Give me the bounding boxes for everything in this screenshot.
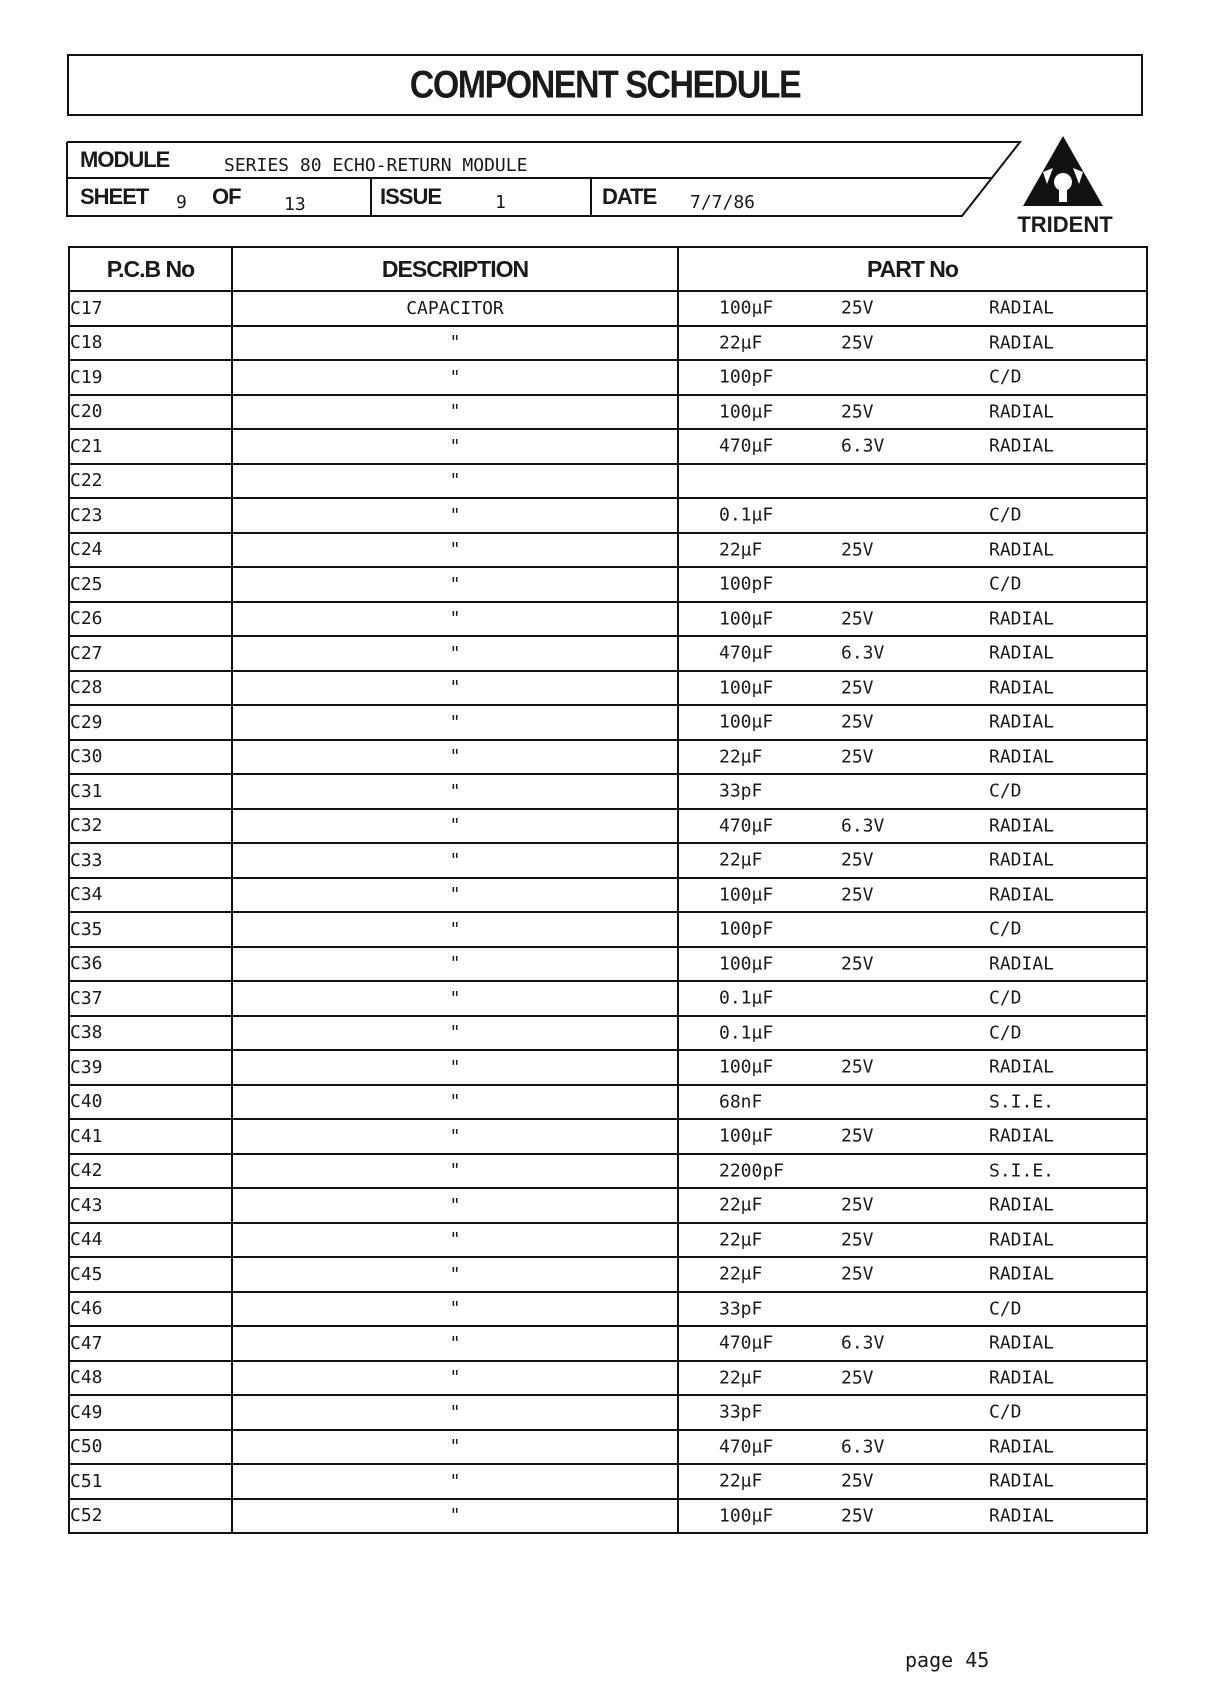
part-voltage: 25V — [841, 1470, 874, 1492]
table-row — [69, 1016, 1147, 1051]
pcb-cell: C48 — [69, 1361, 232, 1396]
description-cell: " — [232, 567, 678, 602]
part-cell — [678, 843, 1147, 878]
part-value: 33pF — [719, 1298, 763, 1320]
table-row — [69, 809, 1147, 844]
part-value: 33pF — [719, 1401, 763, 1423]
header-frame — [66, 140, 1026, 220]
table-header-row — [69, 247, 1147, 291]
table-row — [69, 498, 1147, 533]
part-voltage: 25V — [841, 746, 874, 768]
table-row — [69, 740, 1147, 775]
pcb-cell: C26 — [69, 602, 232, 637]
part-voltage: 25V — [841, 711, 874, 733]
part-value: 22µF — [719, 1470, 763, 1492]
part-type: RADIAL — [989, 849, 1055, 871]
part-value: 100pF — [719, 366, 774, 388]
part-value: 22µF — [719, 1229, 763, 1251]
part-type: RADIAL — [989, 815, 1055, 837]
table-row — [69, 464, 1147, 499]
description-cell: " — [232, 740, 678, 775]
part-value: 22µF — [719, 1194, 763, 1216]
table-row — [69, 1154, 1147, 1189]
part-cell — [678, 1050, 1147, 1085]
page-title: COMPONENT SCHEDULE — [409, 62, 801, 107]
part-type: RADIAL — [989, 1470, 1055, 1492]
pcb-cell: C34 — [69, 878, 232, 913]
table-row — [69, 567, 1147, 602]
pcb-cell: C45 — [69, 1257, 232, 1292]
part-voltage: 25V — [841, 1125, 874, 1147]
part-value: 2200pF — [719, 1160, 785, 1182]
part-cell — [678, 1016, 1147, 1051]
description-cell: " — [232, 1464, 678, 1499]
part-value: 22µF — [719, 849, 763, 871]
description-cell: " — [232, 1119, 678, 1154]
part-cell — [678, 326, 1147, 361]
part-value: 100µF — [719, 401, 774, 423]
description-cell: " — [232, 1499, 678, 1534]
pcb-cell: C32 — [69, 809, 232, 844]
part-cell — [678, 1464, 1147, 1499]
part-type: RADIAL — [989, 332, 1055, 354]
part-type: RADIAL — [989, 1125, 1055, 1147]
part-cell — [678, 602, 1147, 637]
description-cell: " — [232, 912, 678, 947]
part-cell — [678, 1223, 1147, 1258]
description-cell: " — [232, 429, 678, 464]
part-cell — [678, 395, 1147, 430]
part-cell — [678, 360, 1147, 395]
part-cell — [678, 1499, 1147, 1534]
component-table — [68, 246, 1148, 1534]
description-cell: " — [232, 1016, 678, 1051]
column-header-pcb: P.C.B No — [69, 247, 232, 291]
part-cell — [678, 740, 1147, 775]
pcb-cell: C39 — [69, 1050, 232, 1085]
table-row — [69, 1464, 1147, 1499]
part-type: RADIAL — [989, 608, 1055, 630]
logo-text: TRIDENT — [1017, 212, 1113, 237]
pcb-cell: C29 — [69, 705, 232, 740]
table-row — [69, 1188, 1147, 1223]
table-row — [69, 1085, 1147, 1120]
description-cell: " — [232, 809, 678, 844]
part-type: RADIAL — [989, 539, 1055, 561]
part-value: 100µF — [719, 884, 774, 906]
part-type: RADIAL — [989, 435, 1055, 457]
pcb-cell: C18 — [69, 326, 232, 361]
part-voltage: 6.3V — [841, 642, 885, 664]
table-row — [69, 1257, 1147, 1292]
part-cell — [678, 1430, 1147, 1465]
description-cell: " — [232, 636, 678, 671]
column-header-description: DESCRIPTION — [232, 247, 678, 291]
pcb-cell: C23 — [69, 498, 232, 533]
pcb-cell: C24 — [69, 533, 232, 568]
part-value: 0.1µF — [719, 504, 774, 526]
part-cell — [678, 291, 1147, 326]
pcb-cell: C31 — [69, 774, 232, 809]
part-type: RADIAL — [989, 1367, 1055, 1389]
part-cell — [678, 1361, 1147, 1396]
part-value: 100µF — [719, 711, 774, 733]
pcb-cell: C44 — [69, 1223, 232, 1258]
description-cell: " — [232, 705, 678, 740]
column-header-part: PART No — [678, 247, 1147, 291]
of-label: OF — [212, 184, 241, 209]
pcb-cell: C40 — [69, 1085, 232, 1120]
pcb-cell: C36 — [69, 947, 232, 982]
description-cell: " — [232, 464, 678, 499]
sheet-label: SHEET — [80, 184, 149, 209]
description-cell: " — [232, 774, 678, 809]
part-cell — [678, 498, 1147, 533]
module-label: MODULE — [80, 147, 170, 172]
table-row — [69, 981, 1147, 1016]
description-cell: " — [232, 878, 678, 913]
part-value: 22µF — [719, 539, 763, 561]
table-row — [69, 1326, 1147, 1361]
description-cell: " — [232, 1361, 678, 1396]
part-type: RADIAL — [989, 746, 1055, 768]
table-row — [69, 429, 1147, 464]
part-cell — [678, 1326, 1147, 1361]
table-row — [69, 1430, 1147, 1465]
pcb-cell: C27 — [69, 636, 232, 671]
pcb-cell: C21 — [69, 429, 232, 464]
part-cell — [678, 1085, 1147, 1120]
pcb-cell: C51 — [69, 1464, 232, 1499]
pcb-cell: C33 — [69, 843, 232, 878]
part-type: RADIAL — [989, 297, 1055, 319]
part-voltage: 25V — [841, 1367, 874, 1389]
part-value: 0.1µF — [719, 987, 774, 1009]
pcb-cell: C20 — [69, 395, 232, 430]
description-cell: " — [232, 1430, 678, 1465]
part-cell — [678, 1188, 1147, 1223]
part-value: 22µF — [719, 746, 763, 768]
part-voltage: 25V — [841, 297, 874, 319]
description-cell: " — [232, 1085, 678, 1120]
part-value: 100µF — [719, 953, 774, 975]
part-voltage: 6.3V — [841, 815, 885, 837]
part-type: RADIAL — [989, 953, 1055, 975]
part-type: RADIAL — [989, 401, 1055, 423]
part-type: RADIAL — [989, 1194, 1055, 1216]
title-box — [67, 54, 1143, 116]
part-voltage: 25V — [841, 1229, 874, 1251]
pcb-cell: C43 — [69, 1188, 232, 1223]
description-cell: " — [232, 1050, 678, 1085]
part-cell — [678, 1154, 1147, 1189]
part-value: 100µF — [719, 1505, 774, 1527]
description-cell: " — [232, 1326, 678, 1361]
part-type: RADIAL — [989, 642, 1055, 664]
part-voltage: 6.3V — [841, 1332, 885, 1354]
table-row — [69, 705, 1147, 740]
pcb-cell: C37 — [69, 981, 232, 1016]
description-cell: " — [232, 602, 678, 637]
part-voltage: 25V — [841, 849, 874, 871]
table-row — [69, 947, 1147, 982]
part-type: RADIAL — [989, 1436, 1055, 1458]
part-voltage: 25V — [841, 1263, 874, 1285]
part-cell — [678, 1257, 1147, 1292]
description-cell: " — [232, 360, 678, 395]
part-voltage: 25V — [841, 1505, 874, 1527]
part-type: C/D — [989, 1022, 1022, 1044]
table-row — [69, 395, 1147, 430]
part-value: 100pF — [719, 573, 774, 595]
part-type: S.I.E. — [989, 1160, 1055, 1182]
part-voltage: 25V — [841, 401, 874, 423]
table-row — [69, 1050, 1147, 1085]
page-number: page 45 — [905, 1648, 990, 1672]
part-cell — [678, 533, 1147, 568]
description-cell: " — [232, 843, 678, 878]
description-cell: " — [232, 1395, 678, 1430]
part-cell — [678, 947, 1147, 982]
table-row — [69, 360, 1147, 395]
part-value: 68nF — [719, 1091, 763, 1113]
part-cell — [678, 567, 1147, 602]
part-type: RADIAL — [989, 884, 1055, 906]
part-value: 470µF — [719, 815, 774, 837]
part-cell — [678, 912, 1147, 947]
part-cell — [678, 671, 1147, 706]
pcb-cell: C41 — [69, 1119, 232, 1154]
part-cell — [678, 878, 1147, 913]
table-body — [69, 291, 1147, 1533]
part-type: C/D — [989, 1298, 1022, 1320]
part-cell — [678, 1395, 1147, 1430]
part-value: 470µF — [719, 642, 774, 664]
table-row — [69, 912, 1147, 947]
part-cell — [678, 429, 1147, 464]
description-cell: " — [232, 671, 678, 706]
description-cell: " — [232, 326, 678, 361]
part-type: C/D — [989, 918, 1022, 940]
issue-label: ISSUE — [380, 184, 442, 209]
part-type: RADIAL — [989, 1056, 1055, 1078]
part-cell — [678, 1119, 1147, 1154]
part-value: 33pF — [719, 780, 763, 802]
part-value: 22µF — [719, 1263, 763, 1285]
pcb-cell: C47 — [69, 1326, 232, 1361]
part-cell — [678, 636, 1147, 671]
part-voltage: 6.3V — [841, 1436, 885, 1458]
part-value: 100µF — [719, 1125, 774, 1147]
part-value: 470µF — [719, 1436, 774, 1458]
table-row — [69, 636, 1147, 671]
part-value: 100µF — [719, 297, 774, 319]
part-voltage: 25V — [841, 332, 874, 354]
table-row — [69, 1395, 1147, 1430]
table-row — [69, 326, 1147, 361]
part-value: 100µF — [719, 608, 774, 630]
part-cell — [678, 774, 1147, 809]
part-voltage: 25V — [841, 608, 874, 630]
pcb-cell: C35 — [69, 912, 232, 947]
part-value: 22µF — [719, 1367, 763, 1389]
table-row — [69, 1223, 1147, 1258]
table-row — [69, 878, 1147, 913]
part-cell — [678, 809, 1147, 844]
part-value: 470µF — [719, 435, 774, 457]
date-label: DATE — [602, 184, 657, 209]
part-voltage: 25V — [841, 884, 874, 906]
table-row — [69, 291, 1147, 326]
description-cell: " — [232, 395, 678, 430]
pcb-cell: C28 — [69, 671, 232, 706]
part-type: C/D — [989, 780, 1022, 802]
description-cell: " — [232, 981, 678, 1016]
description-cell: " — [232, 498, 678, 533]
table-row — [69, 533, 1147, 568]
part-value: 100µF — [719, 1056, 774, 1078]
part-voltage: 25V — [841, 539, 874, 561]
part-type: RADIAL — [989, 711, 1055, 733]
part-type: C/D — [989, 366, 1022, 388]
description-cell: " — [232, 533, 678, 568]
part-value: 470µF — [719, 1332, 774, 1354]
part-type: RADIAL — [989, 1263, 1055, 1285]
part-type: RADIAL — [989, 1229, 1055, 1251]
description-cell: " — [232, 1292, 678, 1327]
part-voltage: 25V — [841, 1194, 874, 1216]
table-row — [69, 602, 1147, 637]
part-type: S.I.E. — [989, 1091, 1055, 1113]
pcb-cell: C52 — [69, 1499, 232, 1534]
pcb-cell: C25 — [69, 567, 232, 602]
part-value: 100µF — [719, 677, 774, 699]
part-cell — [678, 705, 1147, 740]
part-voltage: 25V — [841, 677, 874, 699]
table-row — [69, 1119, 1147, 1154]
part-cell — [678, 1292, 1147, 1327]
pcb-cell: C22 — [69, 464, 232, 499]
part-type: RADIAL — [989, 677, 1055, 699]
part-value: 22µF — [719, 332, 763, 354]
part-value: 100pF — [719, 918, 774, 940]
pcb-cell: C38 — [69, 1016, 232, 1051]
date-value: 7/7/86 — [690, 192, 756, 213]
part-type: C/D — [989, 1401, 1022, 1423]
description-cell: " — [232, 1223, 678, 1258]
part-voltage: 25V — [841, 1056, 874, 1078]
part-cell — [678, 464, 1147, 499]
description-cell: " — [232, 1154, 678, 1189]
part-type: RADIAL — [989, 1332, 1055, 1354]
pcb-cell: C17 — [69, 291, 232, 326]
description-cell: " — [232, 1188, 678, 1223]
description-cell: CAPACITOR — [232, 291, 678, 326]
pcb-cell: C30 — [69, 740, 232, 775]
description-cell: " — [232, 947, 678, 982]
of-value: 13 — [284, 194, 306, 215]
issue-value: 1 — [495, 192, 506, 213]
part-type: C/D — [989, 504, 1022, 526]
table-row — [69, 671, 1147, 706]
part-voltage: 25V — [841, 953, 874, 975]
table-row — [69, 1499, 1147, 1534]
table-row — [69, 774, 1147, 809]
pcb-cell: C50 — [69, 1430, 232, 1465]
part-type: C/D — [989, 987, 1022, 1009]
table-row — [69, 1292, 1147, 1327]
pcb-cell: C42 — [69, 1154, 232, 1189]
sheet-value: 9 — [176, 192, 187, 213]
part-type: C/D — [989, 573, 1022, 595]
table-row — [69, 843, 1147, 878]
part-type: RADIAL — [989, 1505, 1055, 1527]
description-cell: " — [232, 1257, 678, 1292]
table-row — [69, 1361, 1147, 1396]
pcb-cell: C49 — [69, 1395, 232, 1430]
module-value: SERIES 80 ECHO-RETURN MODULE — [224, 155, 528, 176]
part-value: 0.1µF — [719, 1022, 774, 1044]
part-cell — [678, 981, 1147, 1016]
pcb-cell: C19 — [69, 360, 232, 395]
pcb-cell: C46 — [69, 1292, 232, 1327]
part-voltage: 6.3V — [841, 435, 885, 457]
